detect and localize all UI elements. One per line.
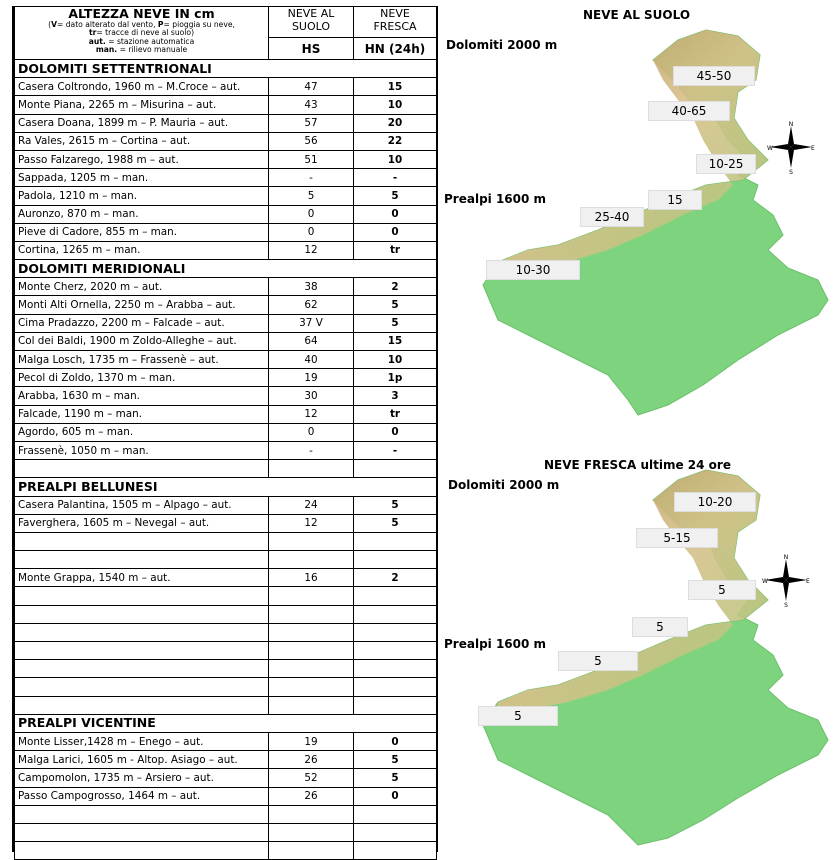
- col-header-hn: NEVE FRESCA: [354, 7, 437, 38]
- station-cell: [15, 532, 269, 550]
- station-cell: Agordo, 605 m – man.: [15, 423, 269, 441]
- table-row: [15, 842, 437, 860]
- table-row: [15, 732, 437, 750]
- station-cell: Malga Larici, 1605 m - Altop. Asiago – aut.: [15, 751, 269, 769]
- hs-cell: [269, 532, 354, 550]
- hs-cell: 12: [269, 241, 354, 259]
- hs-cell: [269, 605, 354, 623]
- station-cell: Ra Vales, 2615 m – Cortina – aut.: [15, 132, 269, 150]
- table-row: [15, 351, 437, 369]
- map-top-value-3: 10-25: [696, 154, 756, 174]
- station-cell: Pecol di Zoldo, 1370 m – man.: [15, 369, 269, 387]
- hn-cell: 0: [354, 787, 437, 805]
- hn-cell: 15: [354, 78, 437, 96]
- station-cell: [15, 460, 269, 478]
- table-row: [15, 423, 437, 441]
- station-cell: Campomolon, 1735 m – Arsiero – aut.: [15, 769, 269, 787]
- map-bottom-value-4: 5: [632, 617, 688, 637]
- table-row: [15, 332, 437, 350]
- hn-cell: 10: [354, 351, 437, 369]
- station-cell: [15, 642, 269, 660]
- station-cell: Auronzo, 870 m – man.: [15, 205, 269, 223]
- hn-cell: [354, 605, 437, 623]
- station-cell: Casera Palantina, 1505 m – Alpago – aut.: [15, 496, 269, 514]
- hn-cell: 0: [354, 205, 437, 223]
- hs-cell: 19: [269, 732, 354, 750]
- hs-cell: [269, 660, 354, 678]
- hs-cell: [269, 696, 354, 714]
- station-cell: Falcade, 1190 m – man.: [15, 405, 269, 423]
- table-row: [15, 96, 437, 114]
- station-cell: Malga Losch, 1735 m – Frassenè – aut.: [15, 351, 269, 369]
- hn-cell: [354, 678, 437, 696]
- hs-cell: 5: [269, 187, 354, 205]
- hn-cell: tr: [354, 241, 437, 259]
- hn-cell: 5: [354, 769, 437, 787]
- map-bottom-value-6: 5: [478, 706, 558, 726]
- station-cell: [15, 587, 269, 605]
- hn-cell: [354, 623, 437, 641]
- station-cell: Passo Falzarego, 1988 m – aut.: [15, 150, 269, 168]
- section-header: [15, 60, 437, 78]
- compass-e: E: [811, 145, 815, 152]
- hs-cell: 16: [269, 569, 354, 587]
- col-code-hn: HN (24h): [354, 38, 437, 60]
- map-top-value-6: 10-30: [486, 260, 580, 280]
- hs-cell: [269, 623, 354, 641]
- table-row: [15, 660, 437, 678]
- station-cell: Padola, 1210 m – man.: [15, 187, 269, 205]
- hn-cell: 5: [354, 514, 437, 532]
- section-title: DOLOMITI SETTENTRIONALI: [15, 60, 437, 78]
- table-row: [15, 78, 437, 96]
- compass-e-2: E: [806, 578, 810, 585]
- hs-cell: 24: [269, 496, 354, 514]
- hs-cell: 64: [269, 332, 354, 350]
- station-cell: Arabba, 1630 m – man.: [15, 387, 269, 405]
- hn-cell: [354, 551, 437, 569]
- map-bottom-value-2: 5-15: [636, 528, 718, 548]
- station-cell: Monte Piana, 2265 m – Misurina – aut.: [15, 96, 269, 114]
- station-cell: [15, 805, 269, 823]
- hn-cell: [354, 823, 437, 841]
- hs-cell: 51: [269, 150, 354, 168]
- station-cell: [15, 660, 269, 678]
- hs-cell: 12: [269, 405, 354, 423]
- table-row: [15, 205, 437, 223]
- station-cell: [15, 823, 269, 841]
- hn-cell: -: [354, 169, 437, 187]
- hn-cell: [354, 696, 437, 714]
- table-row: [15, 150, 437, 168]
- station-cell: Cortina, 1265 m – man.: [15, 241, 269, 259]
- hs-cell: 62: [269, 296, 354, 314]
- compass-s-2: S: [784, 602, 788, 609]
- hn-cell: tr: [354, 405, 437, 423]
- maps-panel: [438, 0, 834, 852]
- section-title: DOLOMITI MERIDIONALI: [15, 260, 437, 278]
- map-bottom-label-dolomiti: Dolomiti 2000 m: [448, 478, 560, 492]
- hs-cell: 0: [269, 205, 354, 223]
- station-cell: [15, 605, 269, 623]
- compass-icon-2: [761, 554, 811, 609]
- compass-w-2: W: [762, 578, 768, 585]
- map-top-value-1: 45-50: [673, 66, 755, 86]
- station-cell: Casera Coltrondo, 1960 m – M.Croce – aut.: [15, 78, 269, 96]
- map-top-title: NEVE AL SUOLO: [583, 8, 691, 22]
- hn-cell: -: [354, 441, 437, 459]
- hs-cell: 43: [269, 96, 354, 114]
- hs-cell: 26: [269, 787, 354, 805]
- legend-line-4: man. = rilievo manuale: [95, 45, 188, 55]
- hs-cell: 38: [269, 278, 354, 296]
- hs-cell: 0: [269, 223, 354, 241]
- table-header-title-cell: [15, 7, 269, 60]
- table-row: [15, 751, 437, 769]
- table-row: [15, 278, 437, 296]
- hn-cell: [354, 642, 437, 660]
- station-cell: Monte Lisser,1428 m – Enego – aut.: [15, 732, 269, 750]
- table-row: [15, 769, 437, 787]
- hs-cell: 30: [269, 387, 354, 405]
- table-row: [15, 642, 437, 660]
- hn-cell: [354, 805, 437, 823]
- hn-cell: [354, 460, 437, 478]
- station-cell: Sappada, 1205 m – man.: [15, 169, 269, 187]
- station-cell: [15, 696, 269, 714]
- station-cell: [15, 842, 269, 860]
- table-row: [15, 132, 437, 150]
- station-cell: Col dei Baldi, 1900 m Zoldo-Alleghe – aut.: [15, 332, 269, 350]
- hs-cell: 26: [269, 751, 354, 769]
- station-cell: Frassenè, 1050 m – man.: [15, 441, 269, 459]
- compass-icon: [766, 121, 816, 176]
- hn-cell: 22: [354, 132, 437, 150]
- table-row: [15, 169, 437, 187]
- hn-cell: 5: [354, 314, 437, 332]
- table-row: [15, 187, 437, 205]
- table-row: [15, 405, 437, 423]
- section-header: [15, 478, 437, 496]
- table-row: [15, 678, 437, 696]
- table-row: [15, 223, 437, 241]
- map-bottom-value-5: 5: [558, 651, 638, 671]
- compass-s: S: [789, 169, 793, 176]
- station-cell: Monte Cherz, 2020 m – aut.: [15, 278, 269, 296]
- table-row: [15, 387, 437, 405]
- hn-cell: 5: [354, 751, 437, 769]
- table-row: [15, 696, 437, 714]
- table-row: [15, 787, 437, 805]
- station-cell: [15, 623, 269, 641]
- hs-cell: [269, 551, 354, 569]
- hn-cell: 5: [354, 296, 437, 314]
- hs-cell: -: [269, 441, 354, 459]
- hs-cell: [269, 823, 354, 841]
- hs-cell: 19: [269, 369, 354, 387]
- table-row: [15, 314, 437, 332]
- table-row: [15, 114, 437, 132]
- hn-cell: 20: [354, 114, 437, 132]
- hn-cell: 10: [354, 96, 437, 114]
- station-cell: Passo Campogrosso, 1464 m – aut.: [15, 787, 269, 805]
- section-header: [15, 260, 437, 278]
- table-row: [15, 587, 437, 605]
- hs-cell: 57: [269, 114, 354, 132]
- hn-cell: 3: [354, 387, 437, 405]
- hn-cell: 1p: [354, 369, 437, 387]
- table-row: [15, 241, 437, 259]
- station-cell: Cima Pradazzo, 2200 m – Falcade – aut.: [15, 314, 269, 332]
- station-cell: [15, 551, 269, 569]
- hn-cell: 0: [354, 423, 437, 441]
- hn-cell: [354, 532, 437, 550]
- section-title: PREALPI VICENTINE: [15, 714, 437, 732]
- hs-cell: 52: [269, 769, 354, 787]
- station-cell: Monti Alti Ornella, 2250 m – Arabba – aut.: [15, 296, 269, 314]
- section-header: [15, 714, 437, 732]
- hn-cell: 2: [354, 278, 437, 296]
- station-cell: Monte Grappa, 1540 m – aut.: [15, 569, 269, 587]
- hn-cell: [354, 587, 437, 605]
- snow-table-container: [12, 6, 438, 852]
- snow-table: [14, 6, 437, 860]
- map-bottom-label-prealpi: Prealpi 1600 m: [444, 637, 547, 651]
- map-top-value-4: 15: [648, 190, 702, 210]
- hs-cell: 0: [269, 423, 354, 441]
- table-row: [15, 460, 437, 478]
- map-top-value-2: 40-65: [648, 101, 730, 121]
- hn-cell: 0: [354, 732, 437, 750]
- hs-cell: 47: [269, 78, 354, 96]
- table-row: [15, 623, 437, 641]
- hn-cell: 15: [354, 332, 437, 350]
- table-row: [15, 441, 437, 459]
- map-top-value-5: 25-40: [580, 207, 644, 227]
- table-row: [15, 551, 437, 569]
- table-row: [15, 569, 437, 587]
- station-cell: Casera Doana, 1899 m – P. Mauria – aut.: [15, 114, 269, 132]
- hn-cell: 5: [354, 187, 437, 205]
- hs-cell: [269, 805, 354, 823]
- table-row: [15, 532, 437, 550]
- hn-cell: [354, 842, 437, 860]
- station-cell: Faverghera, 1605 m – Nevegal – aut.: [15, 514, 269, 532]
- table-row: [15, 823, 437, 841]
- station-cell: Pieve di Cadore, 855 m – man.: [15, 223, 269, 241]
- col-header-hs: NEVE AL SUOLO: [269, 7, 354, 38]
- col-code-hs: HS: [269, 38, 354, 60]
- map-top-label-dolomiti: Dolomiti 2000 m: [446, 38, 558, 52]
- legend-line-2: tr= tracce di neve al suolo): [88, 28, 195, 38]
- map-bottom-title: NEVE FRESCA ultime 24 ore: [544, 458, 731, 472]
- hs-cell: 12: [269, 514, 354, 532]
- table-title: ALTEZZA NEVE IN cm: [68, 6, 215, 21]
- map-bottom-value-1: 10-20: [674, 492, 756, 512]
- map-top-label-prealpi: Prealpi 1600 m: [444, 192, 547, 206]
- table-row: [15, 514, 437, 532]
- hn-cell: 10: [354, 150, 437, 168]
- hs-cell: 37 V: [269, 314, 354, 332]
- hs-cell: [269, 642, 354, 660]
- hn-cell: [354, 660, 437, 678]
- table-row: [15, 296, 437, 314]
- compass-n: N: [788, 121, 794, 128]
- table-row: [15, 496, 437, 514]
- hn-cell: 2: [354, 569, 437, 587]
- hn-cell: 5: [354, 496, 437, 514]
- hs-cell: [269, 587, 354, 605]
- map-bottom-value-3: 5: [688, 580, 756, 600]
- section-title: PREALPI BELLUNESI: [15, 478, 437, 496]
- hs-cell: [269, 842, 354, 860]
- table-body: [15, 60, 437, 860]
- hs-cell: 56: [269, 132, 354, 150]
- legend-line-1: (V= dato alterato dal vento, P= pioggia su neve,: [48, 20, 235, 29]
- hs-cell: 40: [269, 351, 354, 369]
- hs-cell: -: [269, 169, 354, 187]
- hs-cell: [269, 678, 354, 696]
- compass-n-2: N: [783, 554, 789, 561]
- hn-cell: 0: [354, 223, 437, 241]
- station-cell: [15, 678, 269, 696]
- hs-cell: [269, 460, 354, 478]
- legend-line-3: aut. = stazione automatica: [88, 36, 195, 46]
- table-row: [15, 369, 437, 387]
- table-row: [15, 805, 437, 823]
- table-row: [15, 605, 437, 623]
- compass-w: W: [767, 145, 773, 152]
